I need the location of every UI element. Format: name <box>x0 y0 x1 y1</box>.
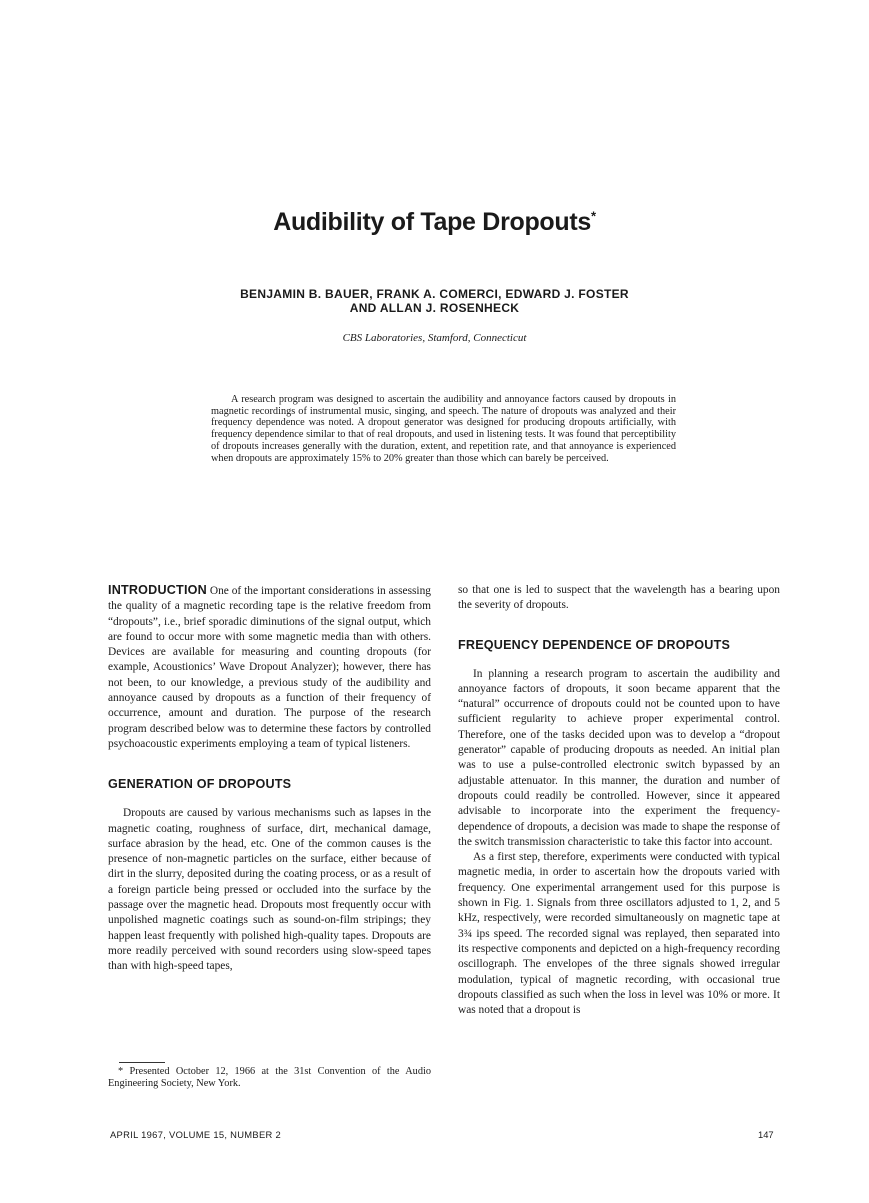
title-footnote-mark: * <box>591 208 596 224</box>
footnote: * Presented October 12, 1966 at the 31st Convention of the Audio Engineering Society, New York. <box>108 1066 431 1089</box>
title-text: Audibility of Tape Dropouts <box>273 208 592 236</box>
abstract-text: A research program was designed to ascertain the audibility and annoyance factors caused by dropouts in magnetic recordings of instrumental music, singing, and speech. The nature of dropouts was analyzed and their frequency dependence was noted. A dropout generator was designed for producing dropouts artificially, with frequency dependence similar to that of real dropouts, and used in listening tests. It was found that perceptibility of dropouts increases generally with the duration, extent, and repetition rate, and that annoyance is experienced when dropouts are approximately 15% to 20% greater than those which can barely be perceived. <box>211 394 676 464</box>
frequency-heading: FREQUENCY DEPENDENCE OF DROPOUTS <box>458 637 731 652</box>
generation-paragraph: Dropouts are caused by various mechanisms such as lapses in the magnetic coating, roughness of surface, dirt, mechanical damage, surface abrasion by the head, etc. One of the common causes is the presence of non-magnetic particles on the surface, either because of dirt in the slurry, deposited during the coating process, or as a result of a foreign particle being pressed or occluded into the surface by the passage over the magnetic head. Dropouts most frequently occur with unpolished magnetic coatings such as sound-on-film stripings; they happen least frequently with polished high-quality tapes. Dropouts are more readily perceived with sound recorders using slow-speed tapes than with high-speed tapes, <box>108 807 431 973</box>
frequency-paragraph-2: As a first step, therefore, experiments were conducted with typical magnetic media, in order to ascertain how the dropouts varied with frequency. One experimental arrangement used for this purpose is shown in Fig. 1. Signals from three oscillators adjusted to 1, 2, and 5 kHz, respectively, were recorded simultaneously on magnetic tape at 3¾ ips speed. The recorded signal was replayed, then separated into its respective components and depicted on a high-frequency recording oscillograph. The envelopes of the three signals showed irregular modulation, typical of magnetic recording, with occasional true dropouts classified as such when the loss in level was 10% or more. It was noted that a dropout is <box>458 851 780 1017</box>
left-column <box>108 583 431 975</box>
abstract <box>211 394 676 464</box>
author-list <box>0 287 869 315</box>
running-footer: APRIL 1967, VOLUME 15, NUMBER 2 <box>110 1129 281 1140</box>
introduction-text: One of the important considerations in assessing the quality of a magnetic recording tape is the relative freedom from “dropouts”, i.e., brief sporadic diminutions of the signal output, which are found to occur more with some magnetic media than with others. Devices are available for measuring and counting dropouts (for example, Acoustionics’ Wave Dropout Analyzer); however, there has not been, to our knowledge, a previous study of the audibility and annoyance caused by dropouts as a function of their frequency of occurrence, amount and duration. The purpose of the research program described below was to determine these factors by controlled psychoacoustic experiments employing a team of typical listeners. <box>108 585 431 750</box>
frequency-paragraph-1: In planning a research program to ascertain the audibility and annoyance factors of dropouts, it soon became apparent that the “natural” occurrence of dropouts could not be counted upon to have sufficient regularity to achieve proper experimental control. Therefore, one of the tasks decided upon was to develop a “dropout generator” capable of producing dropouts as needed. An initial plan was to use a pulse-controlled electronic switch bypassed by an adjustable attenuator. In this manner, the duration and number of dropouts could readily be controlled. However, since it appeared advisable to incorporate into the experiment the frequency-dependence of dropouts, a decision was made to shape the response of the switch transmission characteristic to take this factor into account. <box>458 667 780 848</box>
right-column <box>458 583 780 1018</box>
authors-line-2: AND ALLAN J. ROSENHECK <box>349 301 520 315</box>
paper-title <box>0 208 869 237</box>
page-number: 147 <box>758 1129 774 1140</box>
introduction-paragraph <box>108 583 431 752</box>
authors-line-1: BENJAMIN B. BAUER, FRANK A. COMERCI, EDWARD J. FOSTER <box>240 287 629 301</box>
generation-heading: GENERATION OF DROPOUTS <box>108 777 292 792</box>
continuation-paragraph: so that one is led to suspect that the wavelength has a bearing upon the severity of dropouts. <box>458 584 780 612</box>
introduction-heading: INTRODUCTION <box>108 583 207 597</box>
footnote-rule <box>119 1062 165 1063</box>
affiliation: CBS Laboratories, Stamford, Connecticut <box>342 332 527 344</box>
